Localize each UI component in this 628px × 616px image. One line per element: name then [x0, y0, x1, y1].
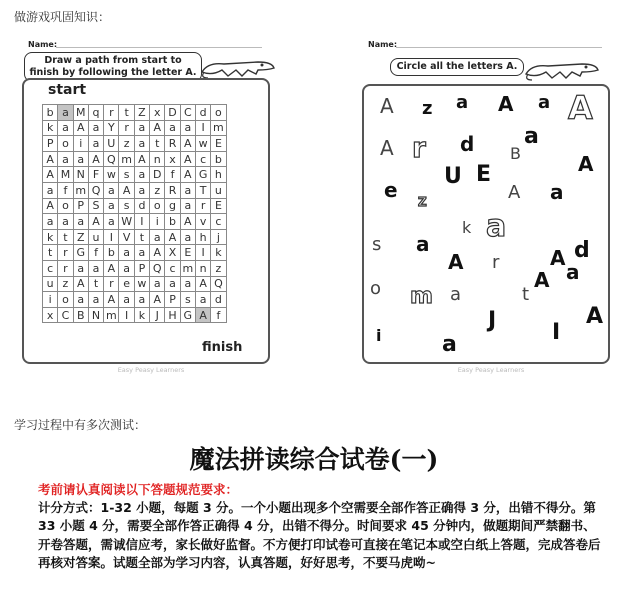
- grid-cell[interactable]: a: [73, 214, 88, 230]
- grid-cell[interactable]: u: [43, 276, 58, 292]
- grid-cell[interactable]: i: [150, 214, 165, 230]
- grid-cell[interactable]: a: [195, 292, 210, 308]
- grid-row: [43, 182, 227, 198]
- grid-cell[interactable]: N: [88, 307, 103, 323]
- grid-cell[interactable]: I: [134, 214, 149, 230]
- finish-label: finish: [202, 340, 243, 355]
- grid-cell[interactable]: b: [104, 245, 119, 261]
- grid-cell[interactable]: A: [73, 120, 88, 136]
- grid-cell[interactable]: g: [165, 198, 180, 214]
- grid-cell[interactable]: w: [134, 276, 149, 292]
- intro-caption: 做游戏巩固知识：: [14, 10, 111, 24]
- letter-item[interactable]: t: [522, 284, 530, 305]
- grid-cell[interactable]: J: [150, 307, 165, 323]
- grid-cell[interactable]: I: [104, 229, 119, 245]
- grid-cell[interactable]: A: [195, 276, 210, 292]
- letter-item[interactable]: d: [460, 132, 475, 156]
- instructions-warning: 考前请认真阅读以下答题规范要求：: [38, 482, 239, 497]
- letter-item[interactable]: m: [410, 284, 433, 309]
- grid-cell[interactable]: P: [73, 198, 88, 214]
- grid-cell[interactable]: S: [88, 198, 103, 214]
- grid-cell[interactable]: k: [43, 229, 58, 245]
- grid-cell[interactable]: r: [104, 276, 119, 292]
- grid-cell[interactable]: b: [43, 105, 58, 121]
- grid-cell[interactable]: W: [119, 214, 134, 230]
- grid-cell[interactable]: G: [73, 245, 88, 261]
- grid-cell[interactable]: c: [211, 214, 226, 230]
- grid-row: [43, 229, 227, 245]
- grid-cell[interactable]: a: [88, 292, 103, 308]
- grid-cell[interactable]: a: [134, 182, 149, 198]
- grid-cell[interactable]: a: [58, 105, 73, 121]
- letter-item[interactable]: r: [492, 252, 500, 273]
- grid-cell[interactable]: A: [119, 182, 134, 198]
- worksheet-circle-letters: [360, 34, 622, 386]
- letter-item[interactable]: A: [568, 89, 593, 127]
- grid-cell[interactable]: n: [150, 151, 165, 167]
- grid-cell[interactable]: v: [195, 214, 210, 230]
- grid-row: [43, 136, 227, 152]
- grid-cell[interactable]: a: [88, 260, 103, 276]
- grid-cell[interactable]: z: [211, 260, 226, 276]
- grid-cell[interactable]: B: [73, 307, 88, 323]
- grid-cell[interactable]: G: [195, 167, 210, 183]
- grid-cell[interactable]: a: [180, 276, 195, 292]
- letter-item[interactable]: A: [550, 246, 566, 270]
- worksheet-maze: [20, 34, 282, 386]
- grid-cell[interactable]: C: [58, 307, 73, 323]
- letter-item[interactable]: z: [422, 98, 433, 119]
- grid-cell[interactable]: b: [211, 151, 226, 167]
- letter-item[interactable]: a: [538, 92, 551, 113]
- letter-item[interactable]: e: [384, 178, 398, 202]
- grid-cell[interactable]: a: [119, 245, 134, 261]
- grid-cell[interactable]: A: [180, 167, 195, 183]
- instruction-box: Draw a path from start to finish by following the letter A.: [24, 52, 202, 82]
- grid-cell[interactable]: a: [43, 214, 58, 230]
- grid-cell[interactable]: o: [211, 105, 226, 121]
- grid-cell[interactable]: E: [211, 198, 226, 214]
- grid-cell[interactable]: f: [88, 245, 103, 261]
- grid-cell[interactable]: a: [180, 229, 195, 245]
- grid-cell[interactable]: a: [104, 182, 119, 198]
- start-label: start: [48, 82, 87, 98]
- grid-cell[interactable]: Z: [73, 229, 88, 245]
- grid-cell[interactable]: i: [43, 292, 58, 308]
- grid-cell[interactable]: a: [165, 276, 180, 292]
- letter-grid: [42, 104, 227, 323]
- grid-cell[interactable]: m: [180, 260, 195, 276]
- grid-cell[interactable]: P: [134, 260, 149, 276]
- letter-item[interactable]: o: [370, 278, 382, 299]
- grid-cell[interactable]: a: [119, 292, 134, 308]
- grid-cell[interactable]: a: [134, 167, 149, 183]
- grid-cell[interactable]: s: [119, 167, 134, 183]
- grid-cell[interactable]: M: [73, 105, 88, 121]
- grid-cell[interactable]: R: [165, 136, 180, 152]
- letter-item[interactable]: A: [534, 268, 550, 292]
- grid-cell[interactable]: t: [58, 229, 73, 245]
- grid-row: [43, 151, 227, 167]
- grid-cell[interactable]: a: [165, 120, 180, 136]
- grid-cell[interactable]: A: [180, 136, 195, 152]
- grid-cell[interactable]: t: [43, 245, 58, 261]
- grid-cell[interactable]: d: [211, 292, 226, 308]
- letter-item[interactable]: A: [380, 94, 394, 118]
- letter-item[interactable]: i: [376, 326, 382, 345]
- grid-cell[interactable]: I: [195, 120, 210, 136]
- grid-cell[interactable]: x: [43, 307, 58, 323]
- grid-cell[interactable]: P: [43, 136, 58, 152]
- grid-cell[interactable]: G: [180, 307, 195, 323]
- grid-cell[interactable]: A: [180, 214, 195, 230]
- grid-cell[interactable]: Q: [150, 260, 165, 276]
- grid-cell[interactable]: Q: [211, 276, 226, 292]
- grid-cell[interactable]: H: [165, 307, 180, 323]
- grid-cell[interactable]: a: [58, 151, 73, 167]
- grid-cell[interactable]: m: [104, 307, 119, 323]
- grid-cell[interactable]: A: [43, 198, 58, 214]
- letter-item[interactable]: a: [486, 209, 507, 244]
- grid-cell[interactable]: a: [73, 292, 88, 308]
- tests-caption: 学习过程中有多次测试：: [14, 418, 147, 432]
- grid-cell[interactable]: A: [73, 276, 88, 292]
- grid-cell[interactable]: U: [104, 136, 119, 152]
- grid-cell[interactable]: t: [150, 136, 165, 152]
- letter-item[interactable]: A: [448, 250, 464, 274]
- grid-cell[interactable]: a: [43, 182, 58, 198]
- grid-cell[interactable]: F: [88, 167, 103, 183]
- grid-row: [43, 105, 227, 121]
- grid-cell[interactable]: a: [134, 136, 149, 152]
- grid-cell[interactable]: c: [165, 260, 180, 276]
- grid-cell[interactable]: a: [88, 120, 103, 136]
- grid-cell[interactable]: a: [134, 292, 149, 308]
- grid-cell[interactable]: a: [104, 214, 119, 230]
- letter-item[interactable]: B: [510, 144, 521, 163]
- grid-cell[interactable]: Q: [88, 182, 103, 198]
- letter-item[interactable]: A: [380, 136, 394, 160]
- grid-cell[interactable]: a: [134, 120, 149, 136]
- grid-cell[interactable]: s: [180, 292, 195, 308]
- grid-cell[interactable]: z: [150, 182, 165, 198]
- grid-cell[interactable]: a: [104, 198, 119, 214]
- grid-cell[interactable]: s: [119, 198, 134, 214]
- grid-row: [43, 260, 227, 276]
- document-title: 魔法拼读综合试卷(一): [189, 445, 439, 474]
- letter-item[interactable]: a: [456, 92, 469, 113]
- grid-cell[interactable]: k: [211, 245, 226, 261]
- grid-cell[interactable]: A: [134, 151, 149, 167]
- letter-item[interactable]: a: [524, 124, 539, 149]
- grid-cell[interactable]: u: [211, 182, 226, 198]
- letter-item[interactable]: A: [498, 92, 514, 116]
- grid-cell[interactable]: N: [73, 167, 88, 183]
- letter-item[interactable]: A: [578, 152, 594, 176]
- grid-cell[interactable]: d: [134, 198, 149, 214]
- grid-cell[interactable]: a: [150, 276, 165, 292]
- grid-cell[interactable]: t: [134, 229, 149, 245]
- grid-cell[interactable]: M: [58, 167, 73, 183]
- letter-item[interactable]: J: [488, 308, 497, 333]
- brand-footer: Easy Peasy Learners: [117, 366, 185, 374]
- grid-cell[interactable]: r: [58, 245, 73, 261]
- grid-cell[interactable]: k: [134, 307, 149, 323]
- letter-item[interactable]: E: [476, 162, 492, 187]
- letter-item[interactable]: a: [566, 260, 580, 284]
- grid-cell[interactable]: a: [180, 198, 195, 214]
- grid-cell[interactable]: r: [104, 105, 119, 121]
- letter-item[interactable]: k: [462, 218, 472, 237]
- grid-cell[interactable]: k: [43, 120, 58, 136]
- letter-item[interactable]: r: [412, 131, 426, 164]
- grid-cell[interactable]: m: [119, 151, 134, 167]
- grid-cell[interactable]: a: [58, 214, 73, 230]
- grid-cell[interactable]: V: [119, 229, 134, 245]
- grid-cell[interactable]: j: [211, 229, 226, 245]
- grid-row: [43, 276, 227, 292]
- brand-footer: Easy Peasy Learners: [457, 366, 525, 374]
- letter-item[interactable]: U: [444, 164, 462, 189]
- grid-cell[interactable]: o: [58, 198, 73, 214]
- grid-cell[interactable]: A: [43, 151, 58, 167]
- grid-cell[interactable]: q: [88, 105, 103, 121]
- letter-item[interactable]: A: [586, 304, 604, 329]
- letter-item[interactable]: s: [372, 234, 382, 255]
- grid-cell[interactable]: m: [73, 182, 88, 198]
- grid-cell[interactable]: a: [58, 120, 73, 136]
- grid-cell[interactable]: i: [73, 136, 88, 152]
- grid-cell[interactable]: o: [58, 292, 73, 308]
- grid-cell[interactable]: a: [180, 120, 195, 136]
- grid-cell[interactable]: d: [195, 105, 210, 121]
- grid-row: [43, 245, 227, 261]
- grid-cell[interactable]: e: [119, 276, 134, 292]
- letter-item[interactable]: d: [574, 238, 590, 263]
- grid-row: [43, 167, 227, 183]
- grid-cell[interactable]: E: [180, 245, 195, 261]
- grid-row: [43, 120, 227, 136]
- grid-cell[interactable]: A: [150, 245, 165, 261]
- grid-cell[interactable]: z: [58, 276, 73, 292]
- grid-cell[interactable]: T: [195, 182, 210, 198]
- grid-cell[interactable]: Z: [134, 105, 149, 121]
- grid-cell[interactable]: a: [73, 151, 88, 167]
- grid-cell[interactable]: A: [104, 292, 119, 308]
- grid-cell[interactable]: A: [104, 260, 119, 276]
- grid-cell[interactable]: a: [150, 229, 165, 245]
- grid-cell[interactable]: a: [73, 260, 88, 276]
- scoring-rules: 计分方式：1-32 小题，每题 3 分。一个小题出现多个空需要全部作答正确得 3 分，出错不得分。第 33 小题 4 分，需要全部作答正确得 4 分，出错不得分。时间要求 45 分钟内，做题期间严禁翻书、开卷答题，需诚信应考，家长做好监督。不方便打印试卷可直接在笔记本或空白纸上答题，完成答卷后再核对答案。试题全部为学习内容，认真答题，好好思考，不要马虎呦~: [38, 500, 601, 571]
- letter-item[interactable]: a: [450, 284, 462, 305]
- grid-cell[interactable]: z: [119, 136, 134, 152]
- grid-cell[interactable]: w: [104, 167, 119, 183]
- grid-cell[interactable]: f: [58, 182, 73, 198]
- grid-cell[interactable]: R: [165, 182, 180, 198]
- grid-cell[interactable]: E: [211, 136, 226, 152]
- grid-cell[interactable]: b: [165, 214, 180, 230]
- grid-cell[interactable]: f: [211, 307, 226, 323]
- grid-cell[interactable]: x: [165, 151, 180, 167]
- grid-cell[interactable]: A: [150, 120, 165, 136]
- letter-item[interactable]: A: [508, 182, 521, 203]
- grid-cell[interactable]: r: [119, 120, 134, 136]
- crocodile-icon: [522, 56, 602, 84]
- grid-row: [43, 214, 227, 230]
- letter-item[interactable]: a: [550, 180, 564, 204]
- grid-cell[interactable]: Q: [104, 151, 119, 167]
- grid-cell[interactable]: t: [88, 276, 103, 292]
- grid-cell[interactable]: a: [180, 182, 195, 198]
- grid-cell[interactable]: h: [195, 229, 210, 245]
- grid-cell[interactable]: A: [150, 292, 165, 308]
- grid-cell[interactable]: A: [165, 229, 180, 245]
- grid-row: [43, 307, 227, 323]
- grid-cell[interactable]: w: [195, 136, 210, 152]
- grid-cell[interactable]: o: [58, 136, 73, 152]
- name-label: Name:: [368, 40, 398, 49]
- grid-cell[interactable]: A: [43, 167, 58, 183]
- grid-cell[interactable]: P: [165, 292, 180, 308]
- letter-item[interactable]: Z: [418, 195, 427, 209]
- grid-cell[interactable]: o: [150, 198, 165, 214]
- grid-cell[interactable]: A: [88, 151, 103, 167]
- grid-cell[interactable]: I: [195, 245, 210, 261]
- grid-cell[interactable]: h: [211, 167, 226, 183]
- grid-cell[interactable]: D: [165, 105, 180, 121]
- grid-cell[interactable]: c: [43, 260, 58, 276]
- name-label: Name:: [28, 40, 58, 49]
- letter-item[interactable]: I: [552, 320, 561, 345]
- grid-cell[interactable]: t: [119, 105, 134, 121]
- name-line: [56, 47, 262, 48]
- grid-cell[interactable]: Y: [104, 120, 119, 136]
- instruction-box: Circle all the letters A.: [390, 58, 524, 76]
- grid-cell[interactable]: n: [195, 260, 210, 276]
- letter-item[interactable]: a: [416, 232, 430, 256]
- grid-cell[interactable]: a: [119, 260, 134, 276]
- grid-cell[interactable]: A: [195, 307, 210, 323]
- grid-cell[interactable]: a: [134, 245, 149, 261]
- name-line: [396, 47, 602, 48]
- grid-cell[interactable]: I: [119, 307, 134, 323]
- grid-cell[interactable]: A: [88, 214, 103, 230]
- grid-cell[interactable]: D: [150, 167, 165, 183]
- grid-cell[interactable]: x: [150, 105, 165, 121]
- grid-cell[interactable]: f: [165, 167, 180, 183]
- grid-cell[interactable]: A: [180, 151, 195, 167]
- grid-cell[interactable]: r: [195, 198, 210, 214]
- grid-cell[interactable]: C: [180, 105, 195, 121]
- grid-cell[interactable]: a: [88, 136, 103, 152]
- grid-cell[interactable]: u: [88, 229, 103, 245]
- grid-row: [43, 292, 227, 308]
- grid-cell[interactable]: X: [165, 245, 180, 261]
- grid-cell[interactable]: c: [195, 151, 210, 167]
- grid-cell[interactable]: m: [211, 120, 226, 136]
- letter-item[interactable]: a: [442, 332, 457, 357]
- grid-row: [43, 198, 227, 214]
- grid-cell[interactable]: r: [58, 260, 73, 276]
